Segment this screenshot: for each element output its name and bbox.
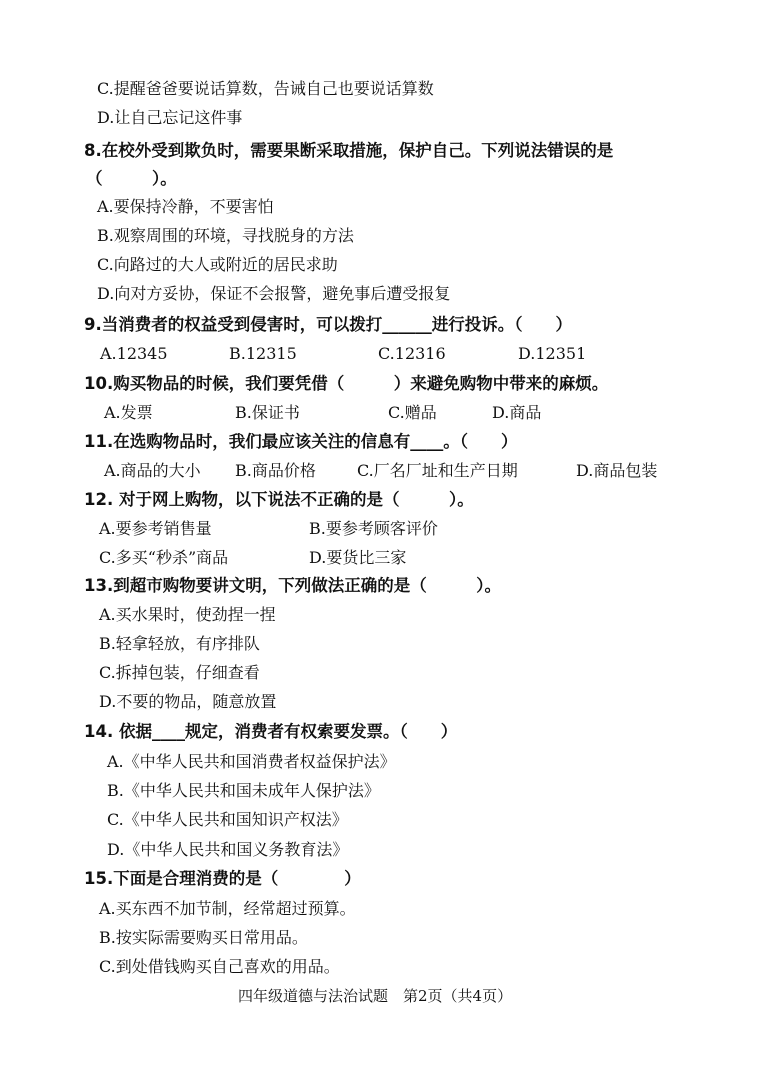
question-8-option-c: C.向路过的大人或附近的居民求助: [97, 255, 338, 274]
question-12-option-a: A.要参考销售量: [99, 519, 212, 538]
question-8-option-a: A.要保持冷静，不要害怕: [97, 197, 274, 216]
question-8-stem-cont: （ ）。: [86, 169, 177, 188]
question-9-stem: 9.当消费者的权益受到侵害时，可以拨打______进行投诉。（ ）: [84, 315, 572, 334]
question-14-option-b: B.《中华人民共和国未成年人保护法》: [107, 781, 380, 800]
question-15-option-c: C.到处借钱购买自己喜欢的用品。: [99, 957, 340, 976]
question-15-option-b: B.按实际需要购买日常用品。: [99, 928, 308, 947]
question-10-option-c: C.赠品: [388, 403, 437, 422]
question-8-option-b: B.观察周围的环境，寻找脱身的方法: [97, 226, 354, 245]
question-10-option-b: B.保证书: [235, 403, 300, 422]
question-14-option-a: A.《中华人民共和国消费者权益保护法》: [107, 752, 396, 771]
question-12-option-d: D.要货比三家: [309, 548, 407, 567]
question-11-stem: 11.在选购物品时，我们最应该关注的信息有____。（ ）: [84, 432, 518, 451]
question-9-option-b: B.12315: [229, 344, 297, 363]
question-12-option-c: C.多买“秒杀”商品: [99, 548, 229, 567]
question-10-stem: 10.购买物品的时候，我们要凭借（ ）来避免购物中带来的麻烦。: [84, 374, 609, 393]
question-11-option-a: A.商品的大小: [104, 461, 201, 480]
option-line: C.提醒爸爸要说话算数，告诫自己也要说话算数: [97, 79, 434, 98]
question-10-option-a: A.发票: [104, 403, 153, 422]
question-14-stem: 14. 依据____规定，消费者有权索要发票。（ ）: [84, 722, 458, 741]
question-13-stem: 13.到超市购物要讲文明，下列做法正确的是（ ）。: [84, 576, 501, 595]
question-11-option-b: B.商品价格: [235, 461, 316, 480]
question-9-option-a: A.12345: [100, 344, 168, 363]
question-10-option-d: D.商品: [492, 403, 542, 422]
page-footer: 四年级道德与法治试题 第2页（共4页）: [238, 987, 513, 1005]
question-11-option-d: D.商品包装: [576, 461, 658, 480]
question-13-option-c: C.拆掉包装，仔细查看: [99, 663, 260, 682]
question-8-stem: 8.在校外受到欺负时，需要果断采取措施，保护自己。下列说法错误的是: [84, 141, 614, 160]
question-13-option-b: B.轻拿轻放，有序排队: [99, 634, 260, 653]
question-13-option-d: D.不要的物品，随意放置: [99, 692, 277, 711]
option-line: D.让自己忘记这件事: [97, 108, 243, 127]
question-12-option-b: B.要参考顾客评价: [309, 519, 438, 538]
question-15-stem: 15.下面是合理消费的是（ ）: [84, 869, 361, 888]
question-9-option-c: C.12316: [378, 344, 446, 363]
question-12-stem: 12. 对于网上购物，以下说法不正确的是（ ）。: [84, 490, 474, 509]
question-8-option-d: D.向对方妥协，保证不会报警，避免事后遭受报复: [97, 284, 451, 303]
question-9-option-d: D.12351: [518, 344, 587, 363]
question-13-option-a: A.买水果时，使劲捏一捏: [99, 605, 276, 624]
question-14-option-c: C.《中华人民共和国知识产权法》: [107, 810, 348, 829]
question-11-option-c: C.厂名厂址和生产日期: [357, 461, 518, 480]
question-14-option-d: D.《中华人民共和国义务教育法》: [107, 840, 349, 859]
question-15-option-a: A.买东西不加节制，经常超过预算。: [99, 899, 356, 918]
